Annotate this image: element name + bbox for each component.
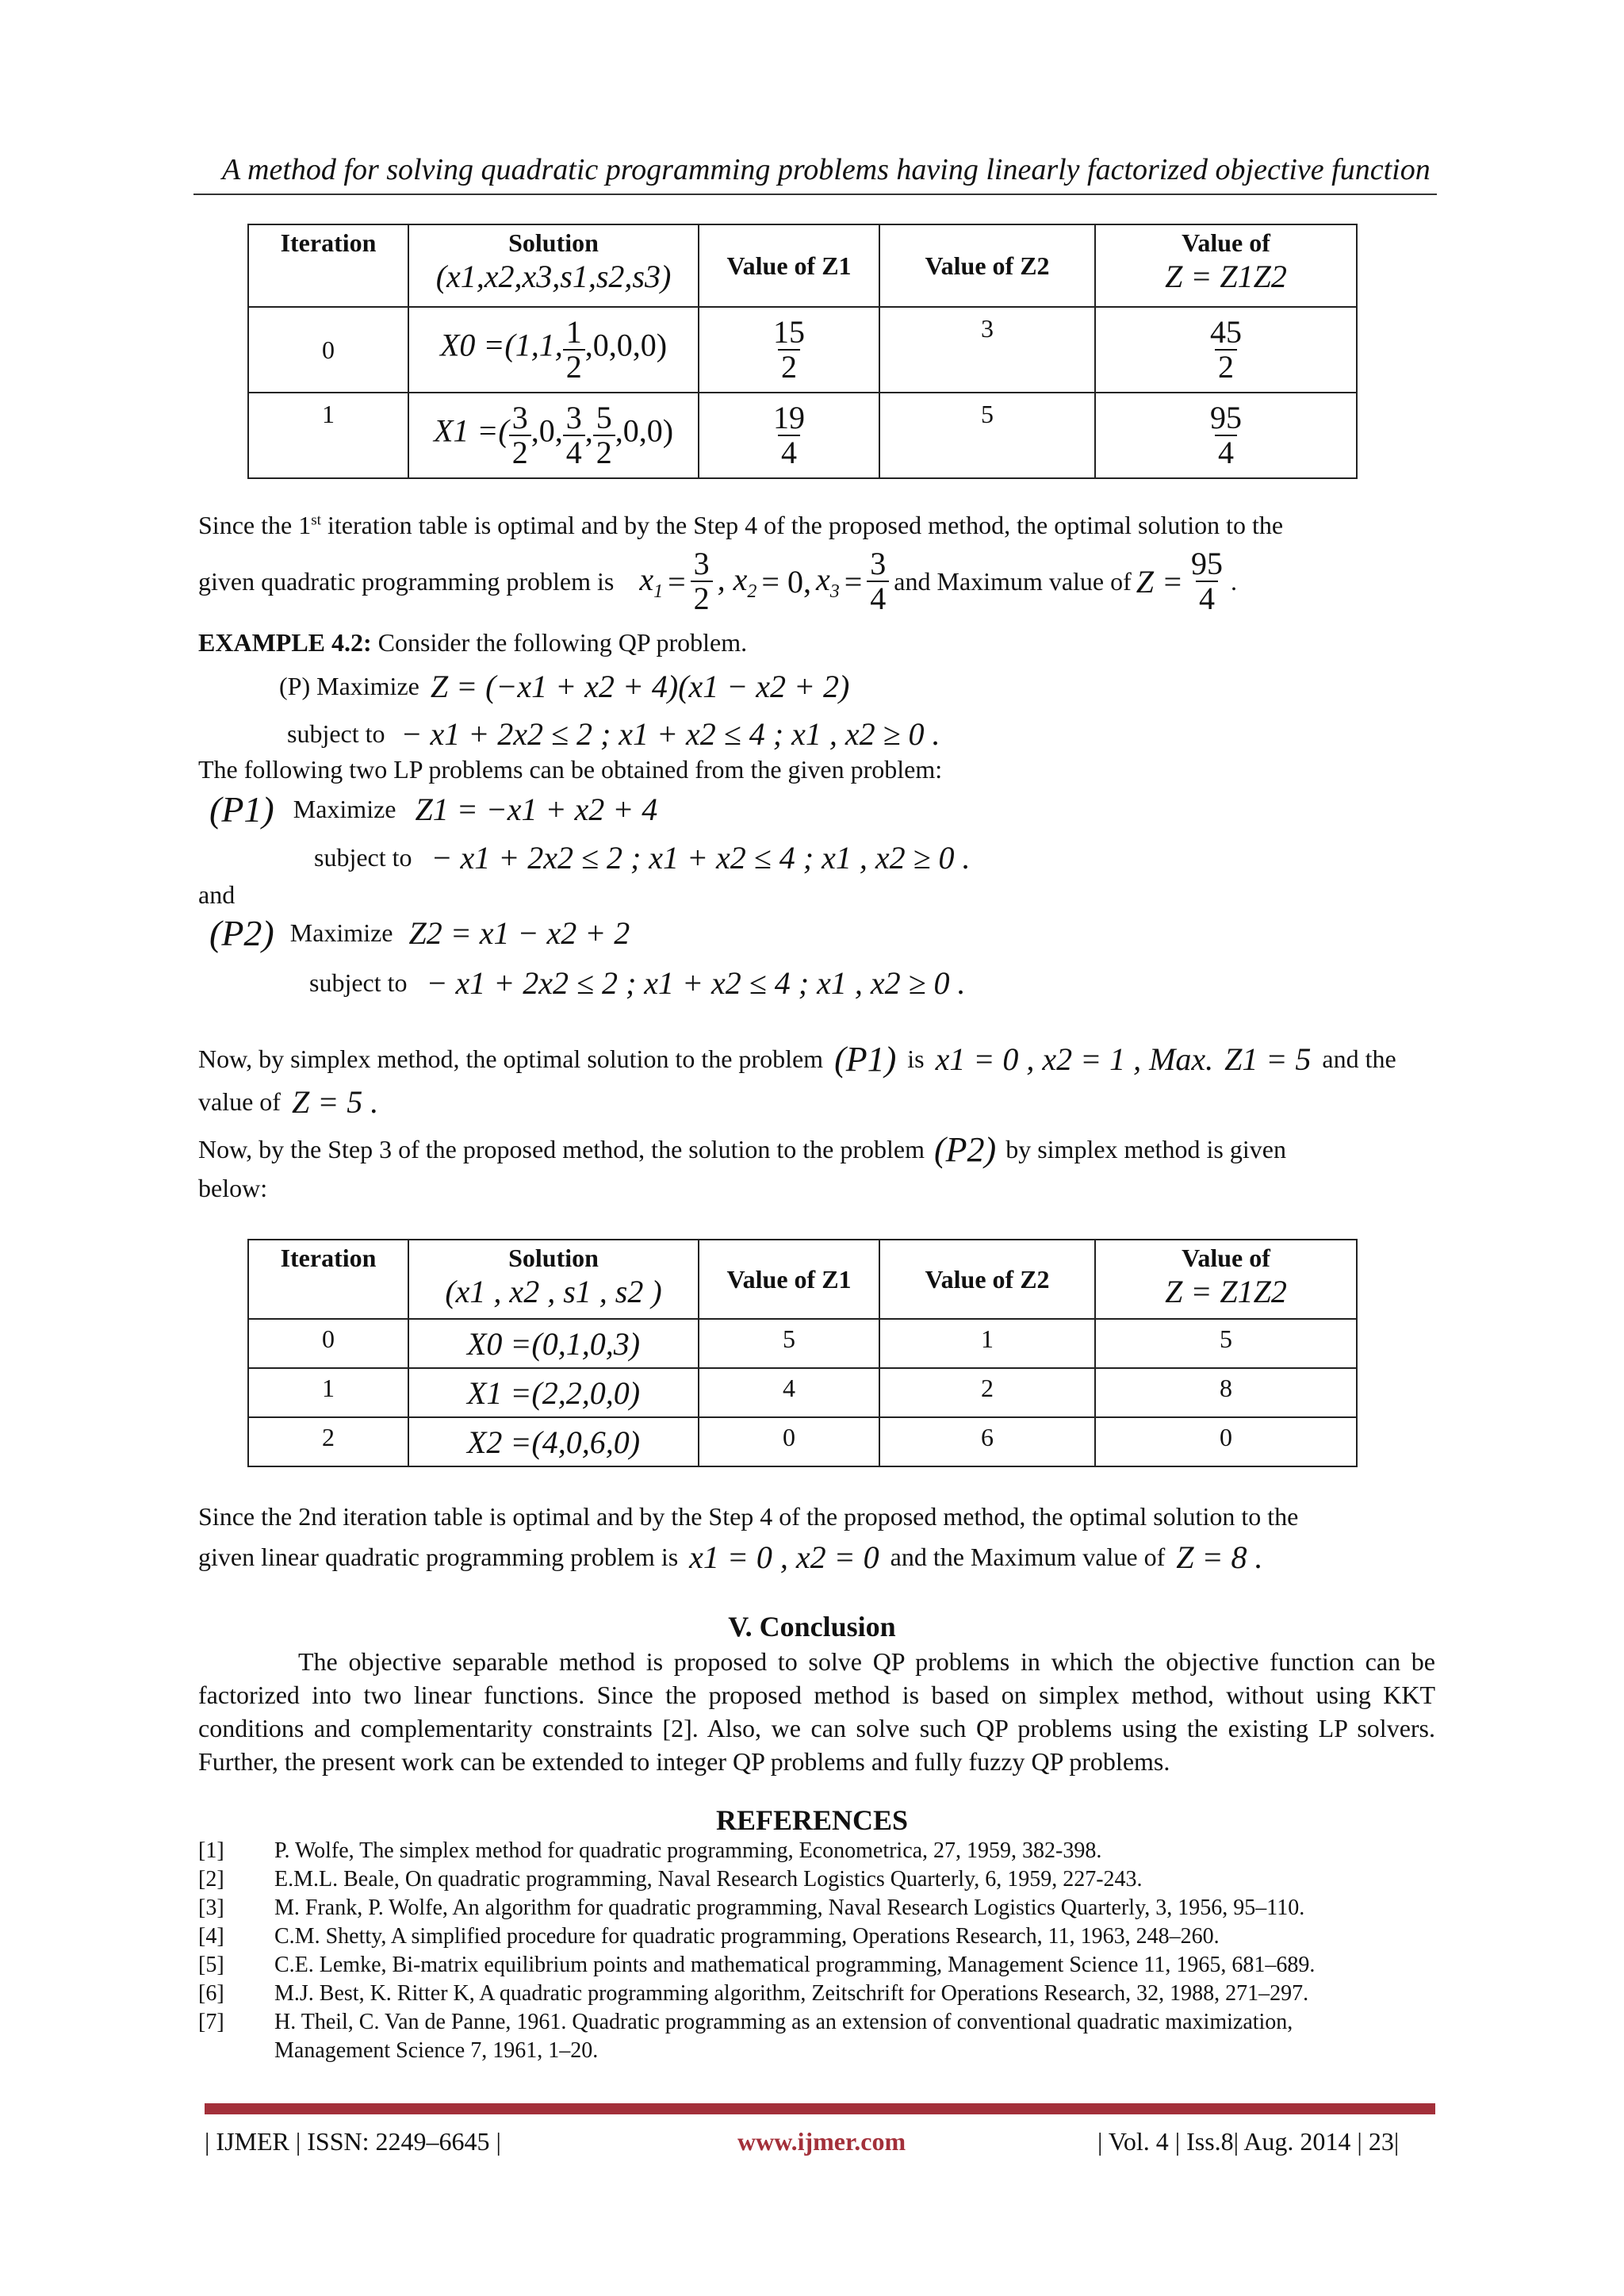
table2-row-2 (248, 1417, 1357, 1466)
table1-row-1 (248, 393, 1357, 478)
cell-z1 (699, 307, 879, 393)
sol-prefix: X1 =( (433, 412, 509, 449)
sol-prefix: X0 =(1,1, (439, 327, 563, 363)
ref-number: [1] (198, 1838, 224, 1863)
th-z2: Value of Z2 (879, 224, 1095, 307)
para3-text-a: Now, by the Step 3 of the proposed method, the solution to the problem (198, 1135, 925, 1163)
x: x (639, 561, 654, 597)
ref-number: [5] (198, 1953, 224, 1977)
para4-line2 (198, 1539, 1262, 1576)
ref-number: [6] (198, 1981, 224, 2006)
para1-text-b: iteration table is optimal and by the Step 4 of the proposed method, the optimal solution to the (321, 511, 1284, 539)
sol-mid: ,0, (530, 412, 563, 449)
cell-z2: 6 (879, 1417, 1095, 1466)
z-fraction (1207, 316, 1245, 384)
maximize: Maximize (293, 795, 396, 823)
para4-text-a: given linear quadratic programming problem is (198, 1543, 679, 1571)
ref-text: C.M. Shetty, A simplified procedure for quadratic programming, Operations Research, 11, 1963, 248–260. (274, 1924, 1220, 1949)
para3-line1 (198, 1129, 1286, 1170)
sol-fraction (563, 316, 585, 384)
z-value: Z = 5 . (291, 1084, 379, 1120)
p1-tag: (P1) (209, 789, 274, 830)
cell-z: 5 (1095, 1319, 1357, 1368)
frac-den: 4 (1215, 435, 1237, 470)
p1-obj: Z1 = −x1 + x2 + 4 (415, 792, 658, 827)
th-z (1095, 1240, 1357, 1319)
ref-text: E.M.L. Beale, On quadratic programming, Naval Research Logistics Quarterly, 6, 1959, 227-243. (274, 1867, 1143, 1892)
frac-num: 5 (596, 400, 612, 435)
cell-z1: 5 (699, 1319, 879, 1368)
para2-line1 (198, 1039, 1435, 1079)
ref-number: [4] (198, 1924, 224, 1949)
iteration-table-1 (247, 224, 1358, 479)
reference-item (198, 1838, 1443, 1867)
z-fraction (1188, 547, 1226, 615)
p2-obj: Z2 = x1 − x2 + 2 (408, 915, 630, 951)
table2-row-0 (248, 1319, 1357, 1368)
frac-num: 95 (1210, 400, 1242, 435)
cell-solution: X2 =(4,0,6,0) (408, 1417, 699, 1466)
p1-solution: x1 = 0 , x2 = 1 , Max. (935, 1041, 1214, 1077)
references-heading: REFERENCES (715, 1804, 909, 1836)
conclusion-text: The objective separable method is proposed to solve QP problems in which the objective function can be factorized into two linear functions. Since the proposed method is based on simplex method, without using KKT conditions and complementarity constraints [2]. Also, we can solve such QP problems using the existing LP solvers. Further, the present work can be extended to integer QP problems and fully fuzzy QP problems. (198, 1647, 1435, 1776)
frac-num: 1 (565, 314, 582, 350)
cell-solution: X1 =(2,2,0,0) (408, 1368, 699, 1417)
ref-text: P. Wolfe, The simplex method for quadratic programming, Econometrica, 27, 1959, 382-398. (274, 1838, 1102, 1863)
problem-p-objective (279, 668, 849, 705)
constraints: − x1 + 2x2 ≤ 2 ; x1 + x2 ≤ 4 ; x1 , x2 ≥ 0 . (400, 716, 940, 752)
example-label: EXAMPLE 4.2: (198, 628, 372, 657)
frac-num: 3 (870, 546, 887, 581)
cell-z1: 0 (699, 1417, 879, 1466)
para1-line1 (198, 511, 1435, 540)
frac-num: 3 (565, 400, 582, 435)
subject-to: subject to (314, 843, 412, 872)
reference-item (198, 1924, 1443, 1953)
var-x1 (639, 561, 663, 603)
sub: 1 (653, 581, 664, 602)
para1-text-d: and Maximum value of (894, 566, 1132, 596)
p2-ref: (P2) (934, 1130, 997, 1169)
para1-text-a: Since the 1 (198, 511, 312, 539)
z1-fraction (770, 401, 808, 470)
para3-line2: below: (198, 1174, 268, 1202)
ref-text-block (274, 2010, 1293, 2064)
sub: 3 (829, 581, 840, 602)
frac-den: 2 (563, 349, 585, 384)
p1-objective (209, 788, 657, 830)
frac-num: 95 (1191, 546, 1224, 581)
x1-fraction (691, 547, 713, 615)
para3-text-b: by simplex method is given (1005, 1135, 1286, 1163)
sol-fraction-c (593, 401, 615, 470)
th-solution-vars: (x1,x2,x3,s1,s2,s3) (435, 259, 672, 294)
x3-fraction (867, 547, 889, 615)
cell-z1 (699, 393, 879, 478)
ref-text: M. Frank, P. Wolfe, An algorithm for quadratic programming, Naval Research Logistics Quarterly, 3, 1956, 95–110. (274, 1895, 1305, 1920)
cell-z: 8 (1095, 1368, 1357, 1417)
cell-iteration: 2 (248, 1417, 408, 1466)
th-z (1095, 224, 1357, 307)
z-fraction (1207, 401, 1245, 470)
conclusion-heading: V. Conclusion (728, 1611, 896, 1642)
problem-p-constraints (287, 715, 940, 753)
ref-text: C.E. Lemke, Bi-matrix equilibrium points and mathematical programming, Management Science 11, 1965, 681–689. (274, 1953, 1316, 1977)
th-iteration: Iteration (248, 224, 408, 307)
sol-suffix: ,0,0) (615, 412, 674, 449)
example-text: Consider the following QP problem. (371, 628, 748, 657)
x: x (815, 561, 830, 597)
para2-text-d: value of (198, 1087, 281, 1116)
iteration-table-2 (247, 1239, 1358, 1467)
para1-line2 (198, 547, 1237, 615)
final-solution: x1 = 0 , x2 = 0 (689, 1539, 879, 1575)
z1-fraction (770, 316, 808, 384)
cell-z (1095, 307, 1357, 393)
footer-left: | IJMER | ISSN: 2249–6645 | (205, 2127, 501, 2156)
cell-z2: 2 (879, 1368, 1095, 1417)
footer-link[interactable]: www.ijmer.com (737, 2127, 906, 2156)
table1-row-0 (248, 307, 1357, 393)
p1-z1-value: Z1 = 5 (1224, 1041, 1312, 1077)
frac-den: 2 (509, 435, 531, 470)
cell-iteration: 0 (248, 1319, 408, 1368)
th-z1: Value of Z1 (699, 224, 879, 307)
final-z: Z = 8 . (1176, 1539, 1263, 1575)
reference-item (198, 1867, 1443, 1895)
frac-den: 2 (778, 349, 800, 384)
cell-iteration: 0 (248, 307, 408, 393)
th-iteration: Iteration (248, 1240, 408, 1319)
problem-p-obj: Z = (−x1 + x2 + 4)(x1 − x2 + 2) (430, 669, 850, 704)
frac-num: 19 (773, 400, 805, 435)
p2-constraints (309, 964, 966, 1002)
subject-to: subject to (287, 719, 385, 748)
table2-row-1 (248, 1368, 1357, 1417)
para1-sup: st (311, 512, 321, 529)
frac-den: 4 (778, 435, 800, 470)
para4-text-b: and the Maximum value of (890, 1543, 1166, 1571)
frac-num: 15 (773, 314, 805, 350)
frac-den: 4 (867, 581, 889, 615)
para1-text-c: given quadratic programming problem is (198, 566, 615, 596)
cell-iteration: 1 (248, 393, 408, 478)
p1-constraints (314, 839, 971, 876)
var-x2 (718, 561, 757, 603)
th-z-line1: Value of (1182, 228, 1270, 257)
ref-text: H. Theil, C. Van de Panne, 1961. Quadratic programming as an extension of conventional quadratic maximization, (274, 2010, 1293, 2034)
header-rule (193, 194, 1437, 195)
p1-ref: (P1) (834, 1040, 897, 1079)
para2-text-b: is (907, 1045, 925, 1073)
th-solution-label: Solution (508, 228, 599, 257)
p2-tag: (P2) (209, 913, 274, 953)
th-z-line1: Value of (1182, 1244, 1270, 1272)
ref-text: M.J. Best, K. Ritter K, A quadratic programming algorithm, Zeitschrift for Operations Research, 32, 1988, 271–297. (274, 1981, 1309, 2006)
cell-z2: 5 (879, 393, 1095, 478)
th-solution-vars: (x1 , x2 , s1 , s2 ) (445, 1274, 662, 1309)
th-z-line2: Z = Z1Z2 (1165, 259, 1287, 294)
para4-line1: Since the 2nd iteration table is optimal and by the Step 4 of the proposed method, the optimal solution to the (198, 1502, 1299, 1531)
frac-num: 3 (511, 400, 528, 435)
ref-number: [2] (198, 1867, 224, 1892)
th-solution (408, 224, 699, 307)
running-header: A method for solving quadratic programming problems having linearly factorized objective function (222, 153, 1431, 186)
example-heading (198, 628, 747, 657)
p2-objective (209, 912, 630, 954)
x2-value: = 0, (761, 563, 811, 600)
footer-bar (205, 2103, 1435, 2114)
x: , x (717, 561, 748, 597)
th-z-line2: Z = Z1Z2 (1165, 1274, 1287, 1309)
cell-solution: X0 =(0,1,0,3) (408, 1319, 699, 1368)
var-z: Z = (1136, 563, 1184, 600)
var-x3 (816, 561, 840, 603)
para2-line2 (198, 1083, 378, 1121)
sol-fraction-a (509, 401, 531, 470)
period: . (1231, 566, 1238, 596)
th-z2: Value of Z2 (879, 1240, 1095, 1319)
constraints: − x1 + 2x2 ≤ 2 ; x1 + x2 ≤ 4 ; x1 , x2 ≥ 0 . (426, 965, 966, 1001)
frac-den: 2 (1215, 349, 1237, 384)
ref-number: [3] (198, 1895, 224, 1920)
reference-item (198, 1953, 1443, 1981)
sol-suffix: ,0,0,0) (584, 327, 668, 363)
th-solution (408, 1240, 699, 1319)
sol-mid: , (584, 412, 593, 449)
frac-den: 4 (1196, 581, 1218, 615)
references-list (198, 1838, 1443, 2064)
cell-z2: 3 (879, 307, 1095, 393)
para2-text-c: and the (1322, 1045, 1396, 1073)
equals: = (668, 563, 686, 600)
cell-z1: 4 (699, 1368, 879, 1417)
sub: 2 (747, 581, 757, 602)
th-solution-label: Solution (508, 1244, 599, 1272)
maximize: Maximize (289, 918, 393, 947)
cell-solution (408, 393, 699, 478)
cell-z (1095, 393, 1357, 478)
cell-iteration: 1 (248, 1368, 408, 1417)
frac-num: 45 (1210, 314, 1242, 350)
frac-den: 2 (691, 581, 713, 615)
reference-item (198, 1981, 1443, 2010)
para2-text-a: Now, by simplex method, the optimal solution to the problem (198, 1045, 824, 1073)
footer-right: | Vol. 4 | Iss.8| Aug. 2014 | 23| (1097, 2127, 1400, 2156)
ref-text-cont: Management Science 7, 1961, 1–20. (274, 2038, 599, 2063)
frac-den: 2 (593, 435, 615, 470)
subject-to: subject to (309, 968, 408, 997)
equals: = (844, 563, 863, 600)
problem-p-tag: (P) Maximize (279, 672, 419, 700)
reference-item (198, 2010, 1443, 2064)
constraints: − x1 + 2x2 ≤ 2 ; x1 + x2 ≤ 4 ; x1 , x2 ≥ 0 . (431, 840, 971, 876)
reference-item (198, 1895, 1443, 1924)
cell-z2: 1 (879, 1319, 1095, 1368)
and-word: and (198, 880, 236, 909)
ref-number: [7] (198, 2010, 224, 2034)
lp-intro: The following two LP problems can be obtained from the given problem: (198, 755, 943, 784)
frac-den: 4 (563, 435, 585, 470)
cell-z: 0 (1095, 1417, 1357, 1466)
th-z1: Value of Z1 (699, 1240, 879, 1319)
cell-solution (408, 307, 699, 393)
sol-fraction-b (563, 401, 585, 470)
frac-num: 3 (693, 546, 710, 581)
